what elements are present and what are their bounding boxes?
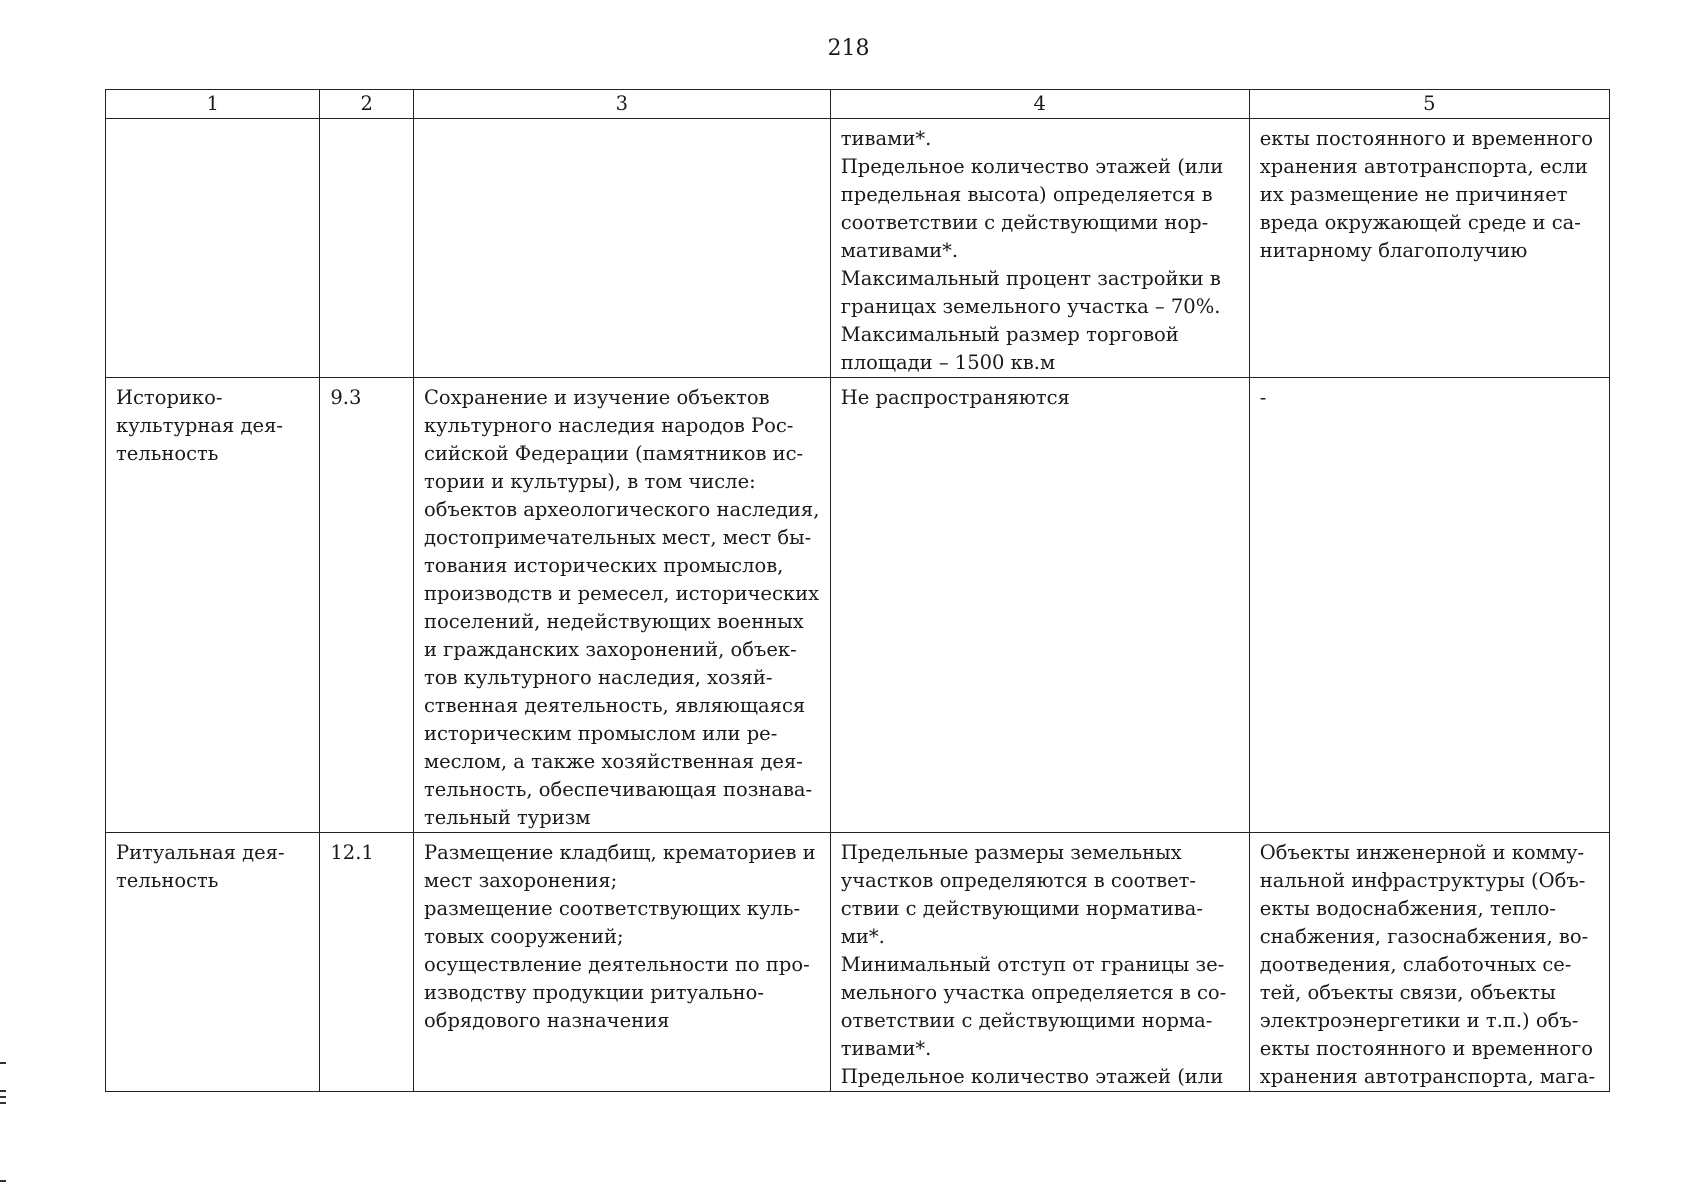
text-line: мативами*. [840, 239, 959, 262]
header-col-2: 2 [320, 90, 414, 119]
text-line: тивами*. [840, 127, 932, 150]
scan-margin-mark [0, 1096, 6, 1098]
header-col-4: 4 [830, 90, 1249, 119]
text-line: поселений, недействующих военных [423, 610, 804, 633]
text-line: мест захоронения; [423, 869, 618, 892]
text-line: тов культурного наследия, хозяй- [423, 666, 773, 689]
text-line: Не распространяются [840, 386, 1070, 409]
regulations-table [105, 89, 1610, 1092]
auxiliary-use-cell [1249, 378, 1609, 833]
text-line: достопримечательных мест, мест бы- [423, 526, 812, 549]
land-use-description-cell [413, 833, 830, 1092]
scan-margin-mark [0, 1102, 6, 1104]
text-line: Сохранение и изучение объектов [423, 386, 770, 409]
land-use-description-cell [413, 119, 830, 378]
text-line: - [1259, 386, 1267, 409]
land-use-name-cell [106, 378, 320, 833]
text-line: объектов археологического наследия, [423, 498, 820, 521]
text-line: изводству продукции ритуально- [423, 981, 764, 1004]
table-row [106, 378, 1610, 833]
text-line: Предельное количество этажей (или [840, 155, 1224, 178]
text-line: Максимальный процент застройки в [840, 267, 1221, 290]
text-line: екты постоянного и временного [1259, 127, 1593, 150]
scan-margin-mark [0, 1062, 6, 1064]
auxiliary-use-cell [1249, 119, 1609, 378]
header-col-5: 5 [1249, 90, 1609, 119]
text-line: тории и культуры), в том числе: [423, 470, 756, 493]
text-line: хранения автотранспорта, мага- [1259, 1065, 1596, 1088]
text-line: сийской Федерации (памятников ис- [423, 442, 804, 465]
text-line: Предельное количество этажей (или [840, 1065, 1224, 1088]
text-line: участков определяются в соответ- [840, 869, 1197, 892]
land-use-description-cell [413, 378, 830, 833]
parameters-cell [830, 119, 1249, 378]
text-line: их размещение не причиняет [1259, 183, 1568, 206]
text-line: соответствии с действующими нор- [840, 211, 1209, 234]
land-use-code-cell: 9.3 [320, 378, 414, 833]
text-line: тования исторических промыслов, [423, 554, 784, 577]
text-line: ответствии с действующими норма- [840, 1009, 1213, 1032]
text-line: электроэнергетики и т.п.) объ- [1259, 1009, 1579, 1032]
text-line: товых сооружений; [423, 925, 624, 948]
text-line: историческим промыслом или ре- [423, 722, 778, 745]
land-use-code-cell: 12.1 [320, 833, 414, 1092]
text-line: Размещение кладбищ, крематориев и [423, 841, 816, 864]
header-col-3: 3 [413, 90, 830, 119]
text-line: культурного наследия народов Рос- [423, 414, 794, 437]
text-line: тельность, обеспечивающая познава- [423, 778, 813, 801]
text-line: предельная высота) определяется в [840, 183, 1213, 206]
text-line: тей, объекты связи, объекты [1259, 981, 1556, 1004]
text-line: размещение соответствующих куль- [423, 897, 801, 920]
table-row [106, 833, 1610, 1092]
scan-margin-mark [0, 1090, 6, 1092]
text-line: снабжения, газоснабжения, во- [1259, 925, 1589, 948]
text-line: осуществление деятельности по про- [423, 953, 810, 976]
text-line: Ритуальная дея- [116, 841, 285, 864]
text-line: ми*. [840, 925, 885, 948]
header-row [106, 90, 1610, 119]
scan-margin-mark [0, 1180, 6, 1182]
parameters-cell [830, 833, 1249, 1092]
text-line: тельный туризм [423, 806, 591, 829]
text-line: нальной инфраструктуры (Объ- [1259, 869, 1586, 892]
text-line: доотведения, слаботочных се- [1259, 953, 1572, 976]
text-line: Предельные размеры земельных [840, 841, 1182, 864]
text-line: тивами*. [840, 1037, 932, 1060]
text-line: обрядового назначения [423, 1009, 670, 1032]
text-line: границах земельного участка – 70%. [840, 295, 1221, 318]
parameters-cell [830, 378, 1249, 833]
text-line: екты водоснабжения, тепло- [1259, 897, 1556, 920]
text-line: Объекты инженерной и комму- [1259, 841, 1585, 864]
land-use-name-cell [106, 833, 320, 1092]
auxiliary-use-cell [1249, 833, 1609, 1092]
text-line: производств и ремесел, исторических [423, 582, 820, 605]
text-line: вреда окружающей среде и са- [1259, 211, 1581, 234]
land-use-name-cell [106, 119, 320, 378]
text-line: ствии с действующими норматива- [840, 897, 1203, 920]
text-line: нитарному благополучию [1259, 239, 1528, 262]
text-line: площади – 1500 кв.м [840, 351, 1056, 374]
text-line: Минимальный отступ от границы зе- [840, 953, 1225, 976]
text-line: тельность [116, 869, 219, 892]
text-line: мельного участка определяется в со- [840, 981, 1227, 1004]
text-line: ственная деятельность, являющаяся [423, 694, 806, 717]
text-line: Историко- [116, 386, 223, 409]
table-row [106, 119, 1610, 378]
text-line: Максимальный размер торговой [840, 323, 1179, 346]
text-line: хранения автотранспорта, если [1259, 155, 1588, 178]
text-line: екты постоянного и временного [1259, 1037, 1593, 1060]
text-line: культурная дея- [116, 414, 283, 437]
land-use-code-cell [320, 119, 414, 378]
header-col-1: 1 [106, 90, 320, 119]
page-number: 218 [827, 36, 870, 61]
text-line: меслом, а также хозяйственная дея- [423, 750, 803, 773]
text-line: тельность [116, 442, 219, 465]
text-line: и гражданских захоронений, объек- [423, 638, 797, 661]
